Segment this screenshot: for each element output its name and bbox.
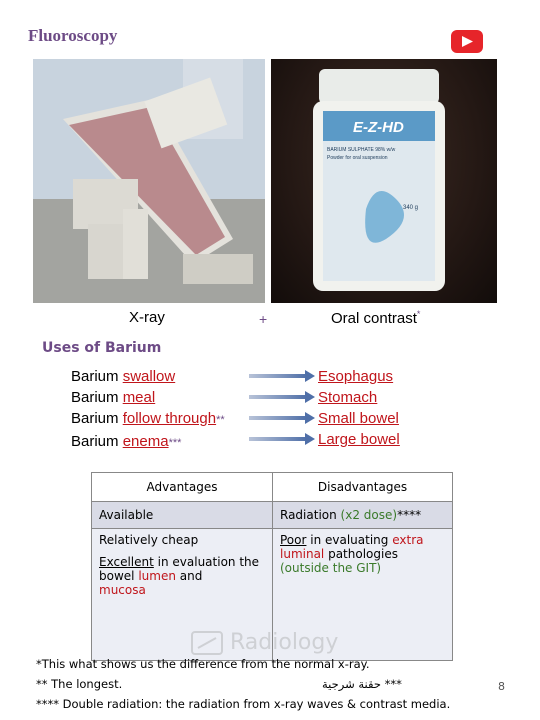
- table-header-row: [92, 473, 453, 502]
- oral-contrast-text: Oral contrast: [331, 310, 417, 327]
- procedure-term: meal: [122, 389, 156, 406]
- dose-stars: ****: [397, 508, 422, 522]
- outside-git-note: (outside the GIT): [280, 561, 382, 575]
- right-arrow-icon: [249, 433, 315, 445]
- xray-machine-illustration: [33, 59, 265, 303]
- right-arrow-icon: [249, 412, 315, 424]
- procedure-item: [71, 408, 225, 431]
- table-row: [92, 502, 453, 529]
- poor-word: Poor: [280, 533, 307, 547]
- target-organ: Large bowel: [318, 431, 400, 448]
- target-organ: Small bowel: [318, 410, 399, 427]
- and-word: and: [175, 569, 203, 583]
- disadvantage-text: in evaluating: [306, 533, 393, 547]
- barium-bottle-photo: [271, 59, 497, 303]
- bottle-brand-label: E-Z-HD: [353, 119, 404, 136]
- pathologies-word: pathologies: [324, 547, 398, 561]
- right-arrow-icon: [249, 370, 315, 382]
- procedure-item: [71, 387, 225, 408]
- oral-contrast-mark: *: [416, 309, 421, 319]
- procedure-prefix: Barium: [71, 368, 123, 385]
- arrow-group: [247, 366, 317, 450]
- radiology-logo-icon: [190, 628, 226, 658]
- uses-heading: Uses of Barium: [42, 340, 162, 356]
- procedure-prefix: Barium: [71, 389, 123, 406]
- procedure-prefix: Barium: [71, 433, 123, 450]
- excellent-word: Excellent: [99, 555, 154, 569]
- procedure-stars: **: [216, 414, 225, 426]
- disadvantage-cell: [273, 502, 453, 529]
- footnote-3: *** حقنة شرجية: [322, 677, 402, 691]
- procedure-stars: ***: [168, 437, 182, 449]
- xray-machine-photo: [33, 59, 265, 303]
- lumen-word: lumen: [138, 569, 176, 583]
- youtube-play-icon[interactable]: [451, 30, 483, 53]
- advantage-excellent: [99, 555, 265, 597]
- footnote-4: **** Double radiation: the radiation from x-ray waves & contrast media.: [36, 697, 451, 711]
- bottle-label-line2: Powder for oral suspension: [327, 155, 388, 161]
- procedure-item: [71, 366, 225, 387]
- advantage-text: in evaluation the bowel: [99, 555, 260, 583]
- footnote-2: ** The longest.: [36, 677, 123, 691]
- footnote-1: *This what shows us the difference from the normal x-ray.: [36, 657, 370, 671]
- procedure-term: follow through: [122, 410, 217, 427]
- extra-word: extra: [392, 533, 424, 547]
- right-arrow-icon: [249, 391, 315, 403]
- page-number: 8: [498, 680, 505, 693]
- barium-procedures-list: [71, 366, 225, 454]
- plus-sign: +: [259, 311, 268, 327]
- watermark-text: Radiology: [230, 630, 339, 655]
- advantage-cheap: Relatively cheap: [99, 533, 199, 547]
- mucosa-word: mucosa: [99, 583, 146, 597]
- target-organs-list: [318, 366, 400, 450]
- luminal-word: luminal: [280, 547, 325, 561]
- barium-bottle-illustration: [271, 59, 497, 303]
- bottle-weight-label: 340 g: [403, 205, 419, 211]
- procedure-term: swallow: [122, 368, 176, 385]
- procedure-item: [71, 431, 225, 454]
- radiation-text: Radiation: [280, 508, 341, 522]
- disadvantages-header: Disadvantages: [273, 473, 453, 502]
- oral-contrast-caption: [331, 309, 420, 327]
- advantage-cell: Available: [92, 502, 273, 529]
- target-organ: Stomach: [318, 389, 378, 406]
- procedure-prefix: Barium: [71, 410, 123, 427]
- target-organ: Esophagus: [318, 368, 394, 385]
- xray-caption: X-ray: [129, 309, 165, 326]
- page-title: Fluoroscopy: [28, 26, 118, 45]
- bottle-label-line1: BARIUM SULPHATE 98% w/w: [327, 147, 396, 153]
- advantages-header: Advantages: [92, 473, 273, 502]
- dose-highlight: (x2 dose): [340, 508, 398, 522]
- procedure-term: enema: [122, 433, 169, 450]
